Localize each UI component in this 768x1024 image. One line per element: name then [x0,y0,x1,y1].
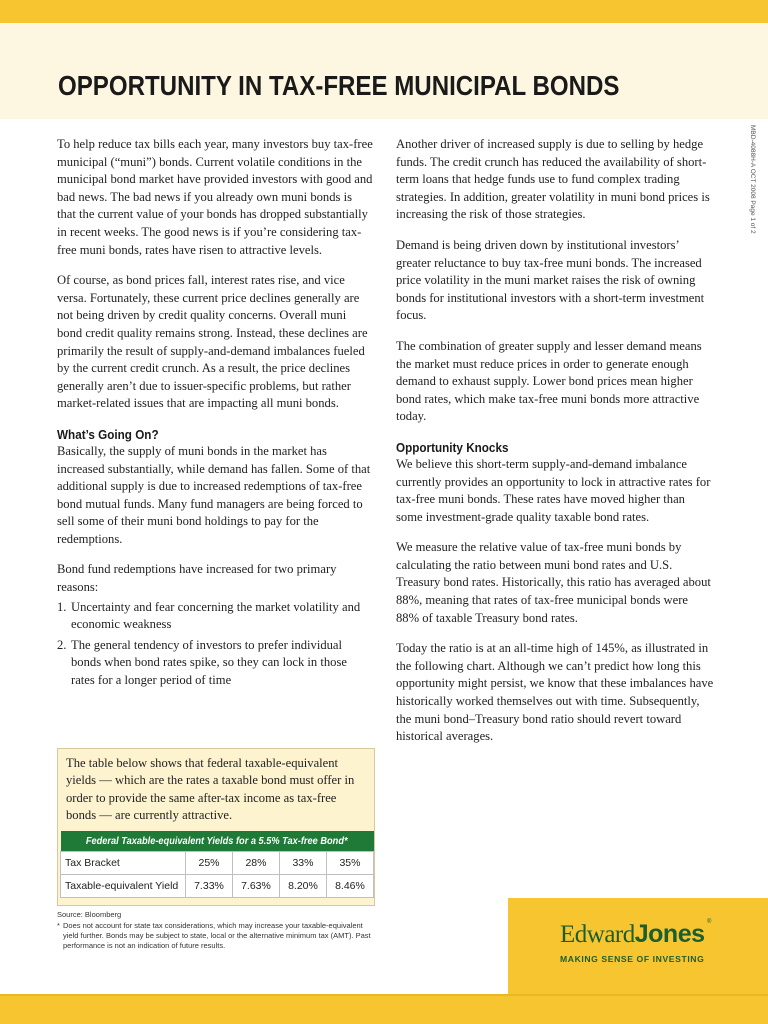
today-ratio-paragraph: Today the ratio is at an all-time high of 145%, as illustrated in the following chart. Although we can’t predict how long this opportunity might persist, we know that these imbalances have historically worked themselves out with time. Subsequently, the muni bond–Treasury bond ratio should revert toward historical averages. [396,641,714,744]
table-cell: 8.46% [326,875,373,898]
opportunity-paragraph: We believe this short-term supply-and-demand imbalance currently provides an opportunity to lock in attractive rates for tax-free muni bonds. These rates have moved higher than some investment-grade quality taxable bond rates. [396,456,711,524]
page-title: OPPORTUNITY IN TAX-FREE MUNICIPAL BONDS [58,70,620,101]
yield-table [60,831,374,898]
table-row [61,875,374,898]
table-cell: 33% [279,852,326,875]
whats-going-on-heading: What’s Going On? [57,426,159,442]
list-number: 1. [57,599,67,614]
table-header-row [61,831,374,852]
opportunity-knocks-heading: Opportunity Knocks [396,439,509,455]
logo-name-regular: Edward [560,921,635,948]
ratio-paragraph: We measure the relative value of tax-free muni bonds by calculating the ratio between muni bond rates and U.S. Treasury bond rates. Historically, this ratio has averaged about 88%, meaning that rates of tax-free municipal bonds were 88% of taxable Treasury bond rates. [396,540,711,625]
table-cell: 7.33% [186,875,233,898]
redemptions-paragraph: Bond fund redemptions have increased for two primary reasons: [57,562,337,595]
table-title-text: Federal Taxable-equivalent Yields for a 5.5% Tax-free Bond* [86,835,348,847]
reasons-list [57,599,373,690]
list-item-text: Uncertainty and fear concerning the market volatility and economic weakness [71,599,361,632]
yield-callout-box [57,748,375,906]
list-item-text: The general tendency of investors to prefer individual bonds when bond rates spike, so they can lock in those rates for a longer period of time [71,637,347,688]
bottom-accent-bar [0,996,768,1024]
supply-paragraph: Basically, the supply of muni bonds in the market has increased substantially, while demand has fallen. Some of that additional supply is due to increased redemptions of tax-free bond mutual funds. Many fund managers are being forced to sell some of their muni bond holdings to pay for the redemptions. [57,443,371,546]
table-row-label: Tax Bracket [61,852,186,875]
table-cell: 8.20% [279,875,326,898]
demand-paragraph: Demand is being driven down by institutional investors’ greater reluctance to buy tax-free muni bonds. The increased price volatility in the muni market raises the risk of owning bonds for institutional investors with a short-term investment focus. [396,237,705,323]
table-row-label: Taxable-equivalent Yield [61,875,186,898]
logo-wordmark [560,920,705,949]
list-number: 2. [57,637,67,652]
table-cell: 28% [232,852,279,875]
table-title [61,831,374,852]
edward-jones-logo-box [508,898,768,996]
table-cell: 25% [186,852,233,875]
document-code [746,125,758,245]
list-item [57,599,373,634]
top-accent-bar [0,0,768,23]
footnote-mark: * [57,921,60,930]
table-cell: 35% [326,852,373,875]
source-note: Source: Bloomberg [57,910,122,919]
left-column [57,136,373,690]
document-code-text: MBD-4088H-A OCT 2008 Page 1 of 2 [749,125,756,234]
intro-paragraph: To help reduce tax bills each year, many investors buy tax-free municipal (“muni”) bonds. Current volatile conditions in the municipal bond market have provided investors with good and bad news. The bad news if you already own muni bonds is that the current value of your bonds has dropped substantially in recent weeks. The good news is if you’re considering tax-free muni bonds, rates have risen to attractive levels. [57,137,373,257]
right-column [396,136,714,759]
combination-paragraph: The combination of greater supply and lesser demand means the market must reduce prices in order to generate enough demand to exhaust supply. Lower bond prices mean higher bond rates, which make tax-free muni bonds more attractive today. [396,338,702,424]
list-item [57,637,373,690]
table-row [61,852,374,875]
registered-mark: ® [707,919,712,925]
price-decline-paragraph: Of course, as bond prices fall, interest rates rise, and vice versa. Fortunately, these current price declines generally are not being driven by credit quality concerns. Overall muni bond credit quality remains strong. Instead, these declines are primarily the result of supply-and-demand imbalances fueled by the current credit crunch. As a result, the price declines generally aren’t due to issuer-specific problems, but rather market-related issues that are impacting all muni bonds. [57,273,368,411]
footnote-text: Does not account for state tax considerations, which may increase your taxable-equivalent yield further. Bonds may be subject to state, local or the alternative minimum tax (AMT). Past performance is not an indication of future results. [63,921,371,950]
callout-text: The table below shows that federal taxable-equivalent yields — which are the rates a taxable bond must offer in order to provide the same after-tax income as tax-free bonds — are currently attractive. [66,756,355,823]
footnote [57,921,377,951]
logo-tagline: MAKING SENSE OF INVESTING [560,954,705,964]
hedge-funds-paragraph: Another driver of increased supply is due to selling by hedge funds. The credit crunch has reduced the availability of short-term loans that hedge funds use to fund complex trading strategies. In addition, greater volatility in muni bond prices is increasing the risk of those strategies. [396,137,710,222]
logo-name-bold: Jones [634,920,705,948]
table-cell: 7.63% [232,875,279,898]
